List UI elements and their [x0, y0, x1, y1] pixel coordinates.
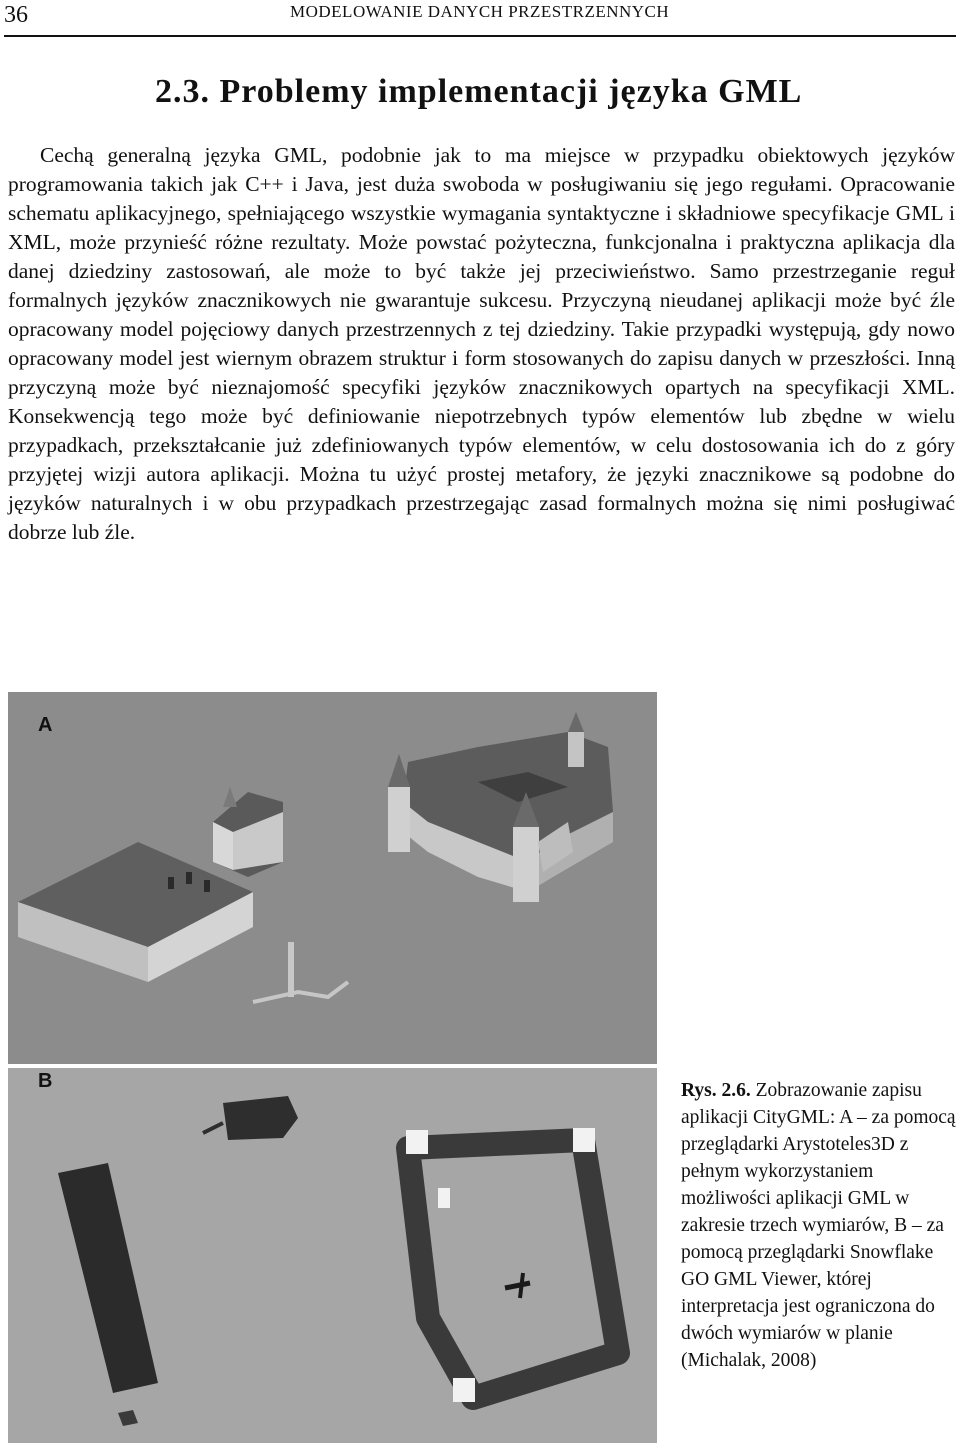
panel-b-rendering	[8, 1068, 657, 1443]
plan-tower	[406, 1130, 428, 1154]
plan-fragment	[203, 1123, 223, 1133]
panel-a-rendering	[8, 692, 657, 1064]
plan-tower	[453, 1378, 475, 1402]
plan-castle-outline	[408, 1140, 618, 1398]
castle-tower-back-roof	[568, 712, 584, 732]
figure-panel-a-3d-view	[8, 692, 657, 1068]
castle-tower-left	[388, 787, 410, 852]
plan-fragment	[118, 1410, 138, 1426]
figure-2-6	[8, 692, 657, 1443]
dormer-window	[204, 880, 210, 892]
page-header	[0, 0, 960, 36]
wall-post	[288, 942, 294, 997]
figure-caption	[681, 1077, 956, 1374]
header-rule	[4, 35, 956, 37]
castle-tower-left-roof	[388, 754, 410, 787]
panel-b-label: B	[38, 1070, 53, 1092]
body-paragraph: Cechą generalną języka GML, podobnie jak to ma miejsce w przypadku obiektowych języków programowania takich jak C++ i Java, jest duża swoboda w posługiwaniu się jego regułami. Opracowanie schematu aplikacyjnego, spełniającego wszystkie wymagania syntaktyczne i składniowe specyfikacje GML i XML, może przynieść różne rezultaty. Może powstać pożyteczna, funkcjonalna i praktyczna aplikacja dla danej dziedziny zastosowań, ale może to być także jej przeciwieństwo. Samo przestrzeganie reguł formalnych języków znacznikowych nie gwarantuje sukcesu. Przyczyną nieudanej aplikacji może być źle opracowany model pojęciowy danych przestrzennych z tej dziedziny. Takie przypadki występują, gdy nowo opracowany model jest wiernym obrazem struktur i form stosowanych do zapisu danych w przeszłości. Inną przyczyną może być nieznajomość specyfiki języków znacznikowych opartych na specyfikacji XML. Konsekwencją tego może być definiowanie niepotrzebnych typów elementów lub zbędne w wielu przypadkach, przekształcanie już zdefiniowanych typów elementów, w celu dostosowania ich do z góry przyjętej wizji autora aplikacji. Można tu użyć prostej metafory, że języki znacznikowe są podobne do języków naturalnych i w obu przypadkach przestrzegając zasad formalnych można się nimi posługiwać dobrze lub źle.	[8, 143, 955, 544]
plan-wall-segment	[520, 1273, 523, 1298]
church-spire	[223, 787, 237, 807]
caption-label: Rys. 2.6.	[681, 1080, 751, 1101]
figure-panel-b-2d-plan	[8, 1068, 657, 1443]
castle-tower-back	[568, 732, 584, 767]
plan-tower	[573, 1128, 595, 1152]
panel-a-label: A	[38, 714, 53, 736]
dormer-window	[186, 872, 192, 884]
dormer-window	[168, 877, 174, 889]
running-head: MODELOWANIE DANYCH PRZESTRZENNYCH	[290, 2, 670, 21]
plan-building-small	[223, 1096, 298, 1140]
plan-wall-segment	[505, 1283, 530, 1288]
caption-text: Zobrazowanie zapisu aplikacji CityGML: A – za pomocą przeglądarki Arystoteles3D z pełnym wykorzystaniem możliwości aplikacji GML w zakresie trzech wymiarów, B – za pomocą przeglądarki Snowflake GO GML Viewer, której interpretacja jest ograniczona do dwóch wymiarów w planie (Michalak, 2008)	[681, 1080, 956, 1371]
page-number: 36	[4, 2, 28, 28]
section-title: 2.3. Problemy implementacji języka GML	[155, 73, 803, 110]
ground-path	[253, 982, 348, 1002]
plan-tower	[438, 1188, 450, 1208]
castle-tower-front	[513, 827, 539, 902]
plan-building-long	[58, 1163, 158, 1393]
